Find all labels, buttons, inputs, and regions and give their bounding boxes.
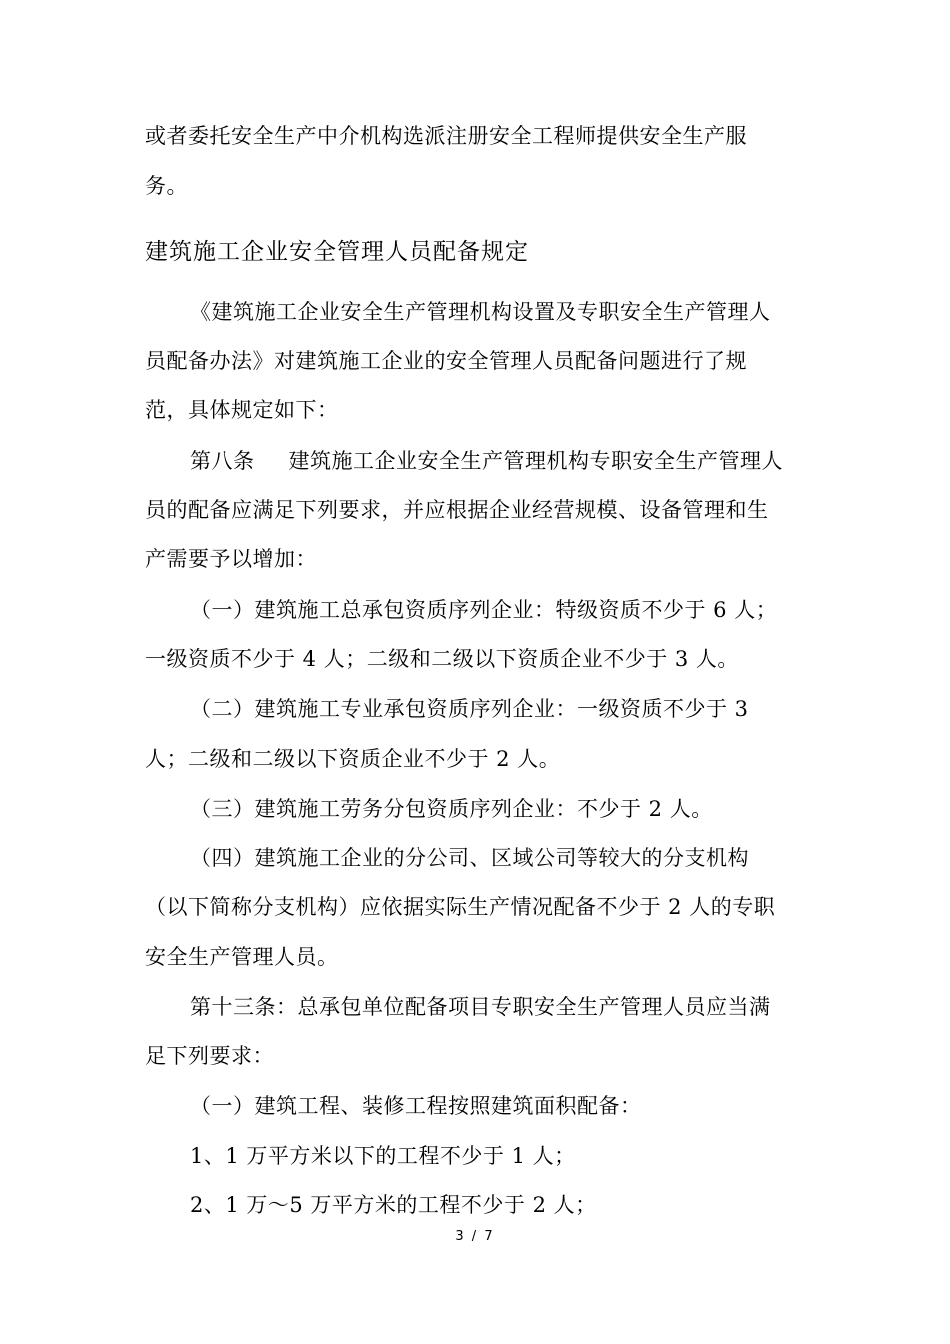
paragraph-line: 或者委托安全生产中介机构选派注册安全工程师提供安全生产服 xyxy=(145,124,747,148)
paragraph-line: 安全生产管理人员。 xyxy=(145,945,339,969)
list-item: 1、1 万平方米以下的工程不少于 1 人； xyxy=(190,1144,576,1168)
list-item: （三）建筑施工劳务分包资质序列企业：不少于 2 人。 xyxy=(190,797,713,821)
paragraph-line: 足下列要求： xyxy=(145,1044,274,1068)
article-number: 第八条 xyxy=(190,449,255,473)
paragraph-line: （以下简称分支机构）应依据实际生产情况配备不少于 2 人的专职 xyxy=(145,895,776,919)
list-item: （一）建筑施工总承包资质序列企业：特级资质不少于 6 人； xyxy=(190,598,778,622)
paragraph-line: 务。 xyxy=(145,174,188,198)
paragraph-line: 员配备办法》对建筑施工企业的安全管理人员配备问题进行了规 xyxy=(145,349,747,373)
paragraph-line: 产需要予以增加： xyxy=(145,547,317,571)
paragraph-line: 一级资质不少于 4 人；二级和二级以下资质企业不少于 3 人。 xyxy=(145,647,739,671)
list-item: （二）建筑施工专业承包资质序列企业：一级资质不少于 3 xyxy=(190,697,749,721)
list-item: 2、1 万～5 万平方米的工程不少于 2 人； xyxy=(190,1193,597,1217)
list-item: （一）建筑工程、装修工程按照建筑面积配备： xyxy=(190,1094,642,1118)
paragraph-line: 员的配备应满足下列要求，并应根据企业经营规模、设备管理和生 xyxy=(145,498,769,522)
article-line: 第十三条：总承包单位配备项目专职安全生产管理人员应当满 xyxy=(190,995,771,1019)
paragraph-line: 范，具体规定如下： xyxy=(145,398,339,422)
list-item: （四）建筑施工企业的分公司、区域公司等较大的分支机构 xyxy=(190,846,749,870)
section-heading: 建筑施工企业安全管理人员配备规定 xyxy=(145,239,529,265)
article-text: 建筑施工企业安全生产管理机构专职安全生产管理人 xyxy=(288,449,783,473)
article-line xyxy=(190,446,783,476)
paragraph-line: 人；二级和二级以下资质企业不少于 2 人。 xyxy=(145,747,561,771)
paragraph-line: 《建筑施工企业安全生产管理机构设置及专职安全生产管理人 xyxy=(190,300,771,324)
page-indicator: 3 / 7 xyxy=(455,1229,495,1244)
